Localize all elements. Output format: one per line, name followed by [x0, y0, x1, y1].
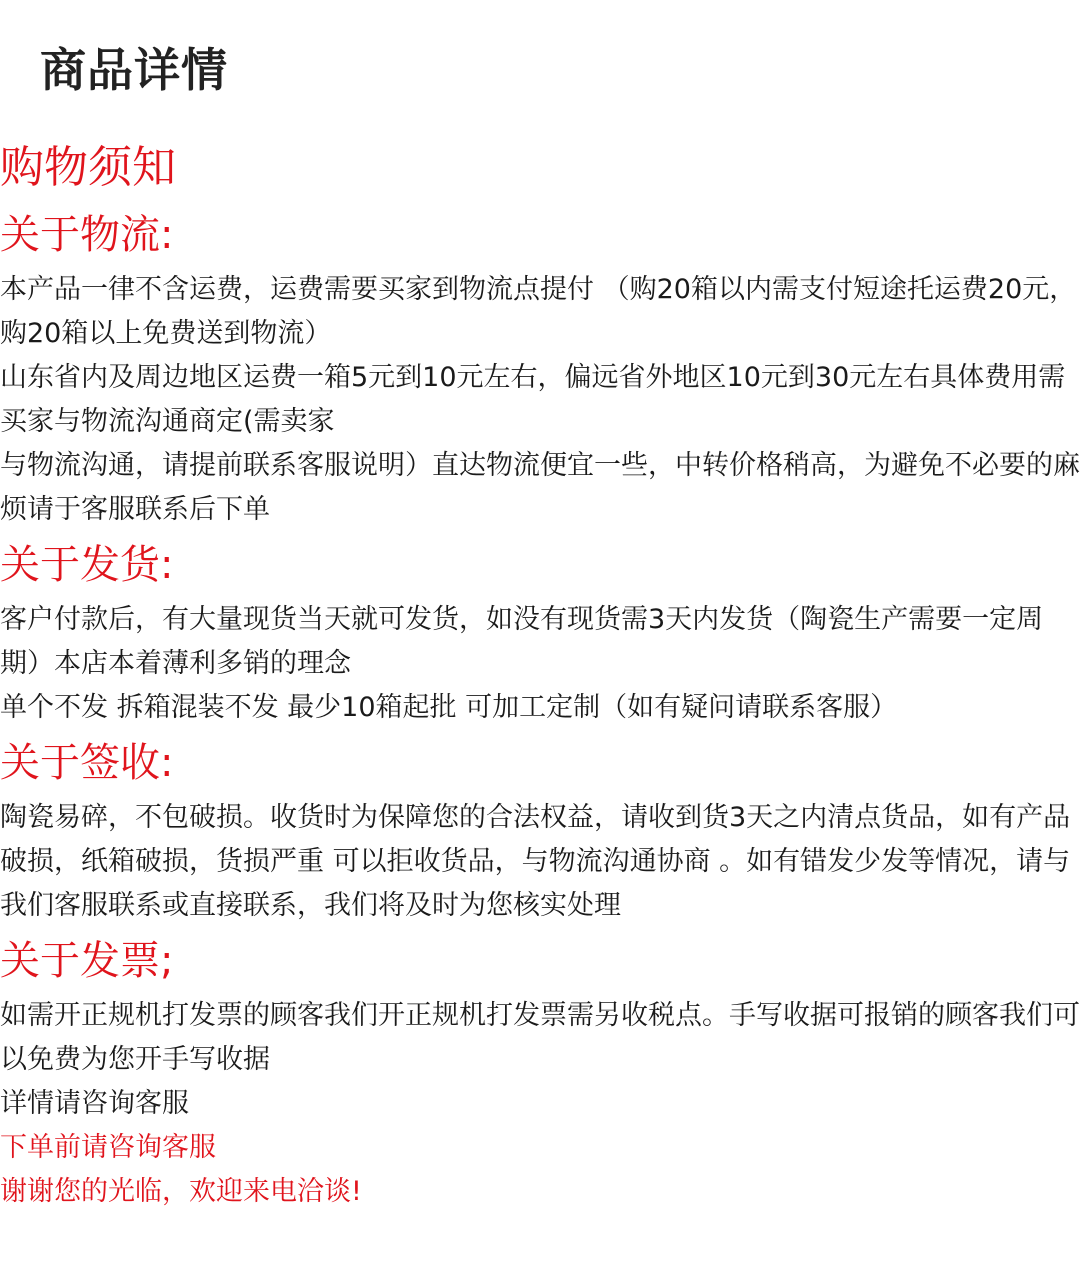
section-heading-receipt: 关于签收: [0, 740, 174, 786]
section-invoice [0, 928, 1080, 1126]
notice-heading: 购物须知 [0, 142, 176, 193]
closing-thanks-note: 谢谢您的光临，欢迎来电洽谈! [0, 1176, 362, 1207]
paragraph: 山东省内及周边地区运费一箱5元到10元左右，偏远省外地区10元到30元左右具体费用需买家与物流沟通商定(需卖家 [0, 362, 1066, 437]
paragraph: 单个不发 拆箱混装不发 最少10箱起批 可加工定制（如有疑问请联系客服） [0, 692, 898, 723]
section-heading-invoice: 关于发票; [0, 938, 174, 984]
section-heading-logistics: 关于物流: [0, 212, 174, 258]
shopping-notice [0, 136, 1080, 1214]
section-receipt [0, 730, 1080, 928]
paragraph: 如需开正规机打发票的顾客我们开正规机打发票需另收税点。手写收据可报销的顾客我们可以免费为您开手写收据 [0, 1000, 1080, 1075]
section-shipping [0, 532, 1080, 730]
paragraph: 陶瓷易碎，不包破损。收货时为保障您的合法权益，请收到货3天之内清点货品，如有产品破损，纸箱破损，货损严重 可以拒收货品，与物流沟通协商 。如有错发少发等情况，请与我们客服联系或直接联系，我们将及时为您核实处理 [0, 802, 1071, 921]
closing-consult-note: 下单前请咨询客服 [0, 1132, 216, 1163]
paragraph: 本产品一律不含运费，运费需要买家到物流点提付 （购20箱以内需支付短途托运费20元，购20箱以上免费送到物流） [0, 274, 1077, 349]
paragraph: 与物流沟通，请提前联系客服说明）直达物流便宜一些，中转价格稍高，为避免不必要的麻烦请于客服联系后下单 [0, 450, 1080, 525]
section-logistics [0, 202, 1080, 532]
paragraph: 详情请咨询客服 [0, 1088, 189, 1119]
page-title: 商品详情 [40, 43, 228, 97]
paragraph: 客户付款后，有大量现货当天就可发货，如没有现货需3天内发货（陶瓷生产需要一定周期）本店本着薄利多销的理念 [0, 604, 1044, 679]
section-heading-shipping: 关于发货: [0, 542, 174, 588]
